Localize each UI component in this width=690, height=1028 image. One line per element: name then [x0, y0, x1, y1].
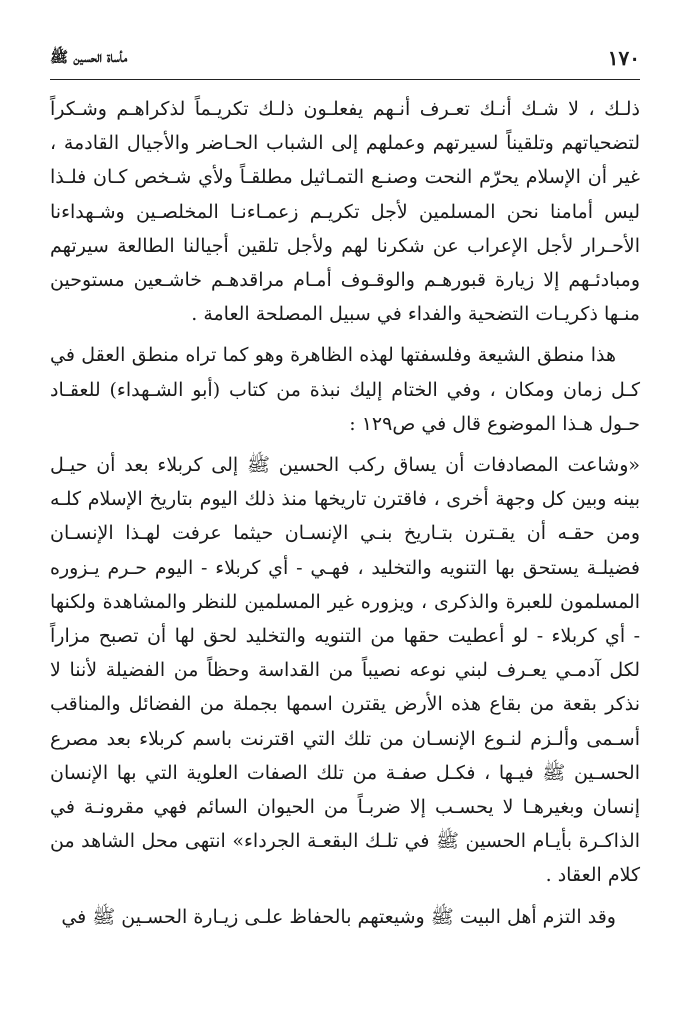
body-text	[50, 92, 640, 941]
paragraph: وقد التزم أهل البيت ﷺ وشيعتهم بالحفاظ علـى زيـارة الحسـين ﷺ في	[61, 905, 616, 928]
paragraph: ذلـك ، لا شـك أنـك تعـرف أنـهم يفعلـون ذلـك تكريـماً لذكراهـم وشـكراً لتضحياتهم وتلقيناً لسيرتهم وعملهم إلى الشباب الحـاضر والأجيال القادمة ، غير أن الإسلام يحرّم النحت وصنـع التمـاثيل مطلقـاً ولأي شـخص كـان فلـذا ليس أمامنا نحن المسلمين لأجل تكريـم زعمـاءنـا المخلصـين وشـهداءنا الأحـرار لأجل الإعراب عن شكرنا لهم ولأجل تلقين أجيالنا الطالعة سيرتهم ومبادئـهم إلا زيارة قبورهـم والوقـوف أمـام مراقدهـم خاشـعين مستوحين منـها ذكريـات التضحية والفداء في سبيل المصلحة العامة .	[50, 98, 640, 326]
quotation-paragraph: «وشاعت المصادفات أن يساق ركب الحسين ﷺ إلى كربلاء بعد أن حيـل بينه وبين كل وجهة أخرى ، فاقترن تاريخها منذ ذلك اليوم بتاريخ الإسلام كلـه ومن حقـه أن يقـترن بتـاريخ بنـي الإنسـان حيثما عرفت لهـذا الإنسـان فضيلـة يستحق بها التنويه والتخليد ، فهـي - أي كربلاء - اليوم حـرم يـزوره المسلمون للعبرة والذكرى ، ويزوره غير المسلمين للنظر والمشاهدة ولكنها - أي كربلاء - لو أعطيت حقها من التنويه والتخليد لحق لها أن تصبح مزاراً لكل آدمـي يعـرف لبني نوعه نصيباً من القداسة وحظاً من الفضيلة لأننا لا نذكر بقعة من بقاع هذه الأرض يقترن اسمها بجملة من الفضائل والمناقب أسـمى وألـزم لنـوع الإنسـان من تلك التي اقترنت باسم كربلاء بعد مصرع الحسـين ﷺ فيـها ، فكـل صفـة من تلك الصفات العلوية التي بها الإنسان إنسان وبغيرهـا لا يحسـب إلا ضربـاً من الحيوان السائم فهي مقرونـة في الذاكـرة بأيـام الحسين ﷺ في تلـك البقعـة الجرداء» انتهى محل الشاهد من كلام العقاد .	[50, 454, 640, 887]
header-divider	[50, 79, 640, 80]
paragraph: هذا منطق الشيعة وفلسفتها لهذه الظاهرة وهو كما تراه منطق العقل في كـل زمان ومكان ، وفي الختام إليك نبذة من كتاب (أبو الشـهداء) للعقـاد حـول هـذا الموضوع قال في ص١٢٩ :	[50, 344, 640, 435]
page-number: ١٧٠	[607, 46, 640, 70]
running-title: مأساة الحسين ﷺ	[50, 48, 128, 66]
page-header	[50, 44, 640, 74]
